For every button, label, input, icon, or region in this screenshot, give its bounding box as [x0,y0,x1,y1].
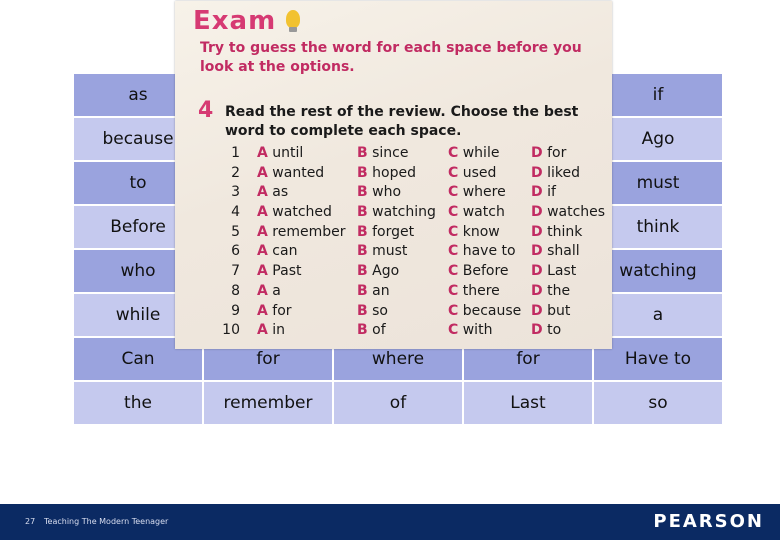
option-a [257,303,292,319]
option-d [531,243,580,259]
option-number: 2 [231,164,240,181]
grid-cell: Can [74,338,202,380]
option-letter: C [448,322,459,339]
option-d [531,184,556,200]
option-letter: A [257,302,268,319]
option-letter: C [448,184,459,201]
option-number: 10 [222,322,240,339]
option-letter: B [357,223,368,240]
option-word: who [372,184,402,201]
option-number: 7 [231,263,240,280]
grid-cell: watching [594,250,722,292]
question-instruction: Read the rest of the review. Choose the best word to complete each space. [225,104,579,139]
option-letter: D [531,184,543,201]
option-word: since [372,145,409,161]
option-word: in [272,322,286,339]
option-c [448,224,500,240]
option-number: 4 [231,204,240,221]
option-word: wanted [272,164,325,181]
option-b [357,204,436,220]
option-d [531,224,582,240]
exam-tip: Try to guess the word for each space before you look at the options. [200,40,582,75]
option-word: for [272,302,292,319]
option-letter: B [357,164,368,181]
option-letter: D [531,322,543,339]
option-letter: B [357,184,368,201]
option-word: think [547,223,583,240]
option-a [257,263,301,279]
option-b [357,145,409,161]
option-word: so [372,302,388,319]
option-word: used [462,164,497,181]
exam-label: Exam [193,6,277,36]
option-word: with [462,322,493,339]
option-b [357,165,416,181]
option-letter: D [531,223,543,240]
question-number: 4 [198,98,214,123]
option-letter: B [357,282,368,299]
option-word: hoped [372,164,416,181]
option-letter: D [531,243,543,260]
option-letter: A [257,204,268,221]
option-a [257,204,332,220]
option-word: an [372,282,390,299]
grid-cell: where [334,338,462,380]
grid-cell: a [594,294,722,336]
option-word: remember [272,223,346,240]
grid-cell: to [74,162,202,204]
option-d [531,145,566,161]
option-letter: A [257,263,268,280]
option-word: Before [462,263,509,280]
lightbulb-icon [286,10,300,28]
option-number: 3 [231,184,240,201]
option-word: Past [272,263,302,280]
grid-cell: think [594,206,722,248]
grid-cell: remember [204,382,332,424]
option-letter: A [257,145,268,161]
option-a [257,184,288,200]
option-number: 6 [231,243,240,260]
option-b [357,283,390,299]
option-word: while [462,145,500,161]
option-number: 5 [231,223,240,240]
option-word: watches [547,204,606,221]
exam-header [193,5,300,37]
option-a [257,145,303,161]
option-word: watched [272,204,332,221]
grid-cell: while [74,294,202,336]
option-letter: B [357,263,368,280]
option-d [531,165,580,181]
grid-cell: Before [74,206,202,248]
option-word: there [462,282,500,299]
option-letter: C [448,145,459,161]
option-c [448,303,521,319]
option-letter: A [257,322,268,339]
option-a [257,224,346,240]
option-a [257,283,281,299]
option-b [357,303,388,319]
exam-exercise-image [175,1,612,349]
grid-cell: the [74,382,202,424]
option-b [357,243,407,259]
option-c [448,283,500,299]
option-b [357,224,414,240]
option-d [531,283,570,299]
option-letter: A [257,282,268,299]
option-word: until [272,145,304,161]
option-number: 9 [231,302,240,319]
option-letter: D [531,302,543,319]
option-word: a [272,282,281,299]
option-word: watching [372,204,436,221]
option-c [448,145,499,161]
option-letter: A [257,243,268,260]
option-word: shall [547,243,580,260]
grid-cell: must [594,162,722,204]
grid-cell: for [204,338,332,380]
option-word: can [272,243,298,260]
option-letter: B [357,204,368,221]
option-b [357,322,386,338]
option-c [448,263,509,279]
option-word: the [547,282,571,299]
footer-bar [0,504,780,540]
grid-cell: Have to [594,338,722,380]
option-letter: D [531,204,543,221]
option-letter: C [448,302,459,319]
option-c [448,165,496,181]
option-a [257,243,297,259]
grid-cell: for [464,338,592,380]
grid-cell: who [74,250,202,292]
option-letter: D [531,145,543,161]
grid-cell: Ago [594,118,722,160]
option-letter: B [357,243,368,260]
option-a [257,322,285,338]
grid-row [74,382,722,424]
option-letter: B [357,145,368,161]
option-word: Ago [372,263,400,280]
option-letter: C [448,223,459,240]
option-c [448,204,505,220]
option-word: but [547,302,571,319]
option-d [531,322,561,338]
option-d [531,263,576,279]
option-letter: A [257,184,268,201]
option-word: of [372,322,386,339]
option-letter: A [257,223,268,240]
option-word: forget [372,223,415,240]
grid-cell: Last [464,382,592,424]
option-letter: C [448,204,459,221]
option-word: Last [547,263,577,280]
option-b [357,263,399,279]
footer-title: Teaching The Modern Teenager [44,517,169,526]
option-number: 1 [231,145,240,161]
option-word: to [547,322,562,339]
option-letter: B [357,322,368,339]
page-number: 27 [25,517,36,526]
grid-cell: as [74,74,202,116]
option-b [357,184,401,200]
option-c [448,322,492,338]
option-letter: D [531,164,543,181]
option-letter: B [357,302,368,319]
option-word: watch [462,204,505,221]
option-word: have to [462,243,516,260]
grid-cell: so [594,382,722,424]
option-letter: D [531,263,543,280]
option-letter: A [257,164,268,181]
option-word: know [462,223,500,240]
option-letter: C [448,243,459,260]
option-number: 8 [231,282,240,299]
option-c [448,243,516,259]
option-letter: C [448,263,459,280]
option-letter: C [448,282,459,299]
option-word: because [462,302,522,319]
option-d [531,303,570,319]
option-word: for [547,145,567,161]
pearson-logo: PEARSON [653,511,764,532]
grid-cell: if [594,74,722,116]
option-letter: C [448,164,459,181]
option-d [531,204,605,220]
option-word: if [547,184,556,201]
grid-cell: of [334,382,462,424]
option-word: where [462,184,506,201]
option-a [257,165,324,181]
option-word: must [372,243,408,260]
option-word: as [272,184,289,201]
option-word: liked [547,164,580,181]
grid-cell: because [74,118,202,160]
option-c [448,184,506,200]
option-letter: D [531,282,543,299]
